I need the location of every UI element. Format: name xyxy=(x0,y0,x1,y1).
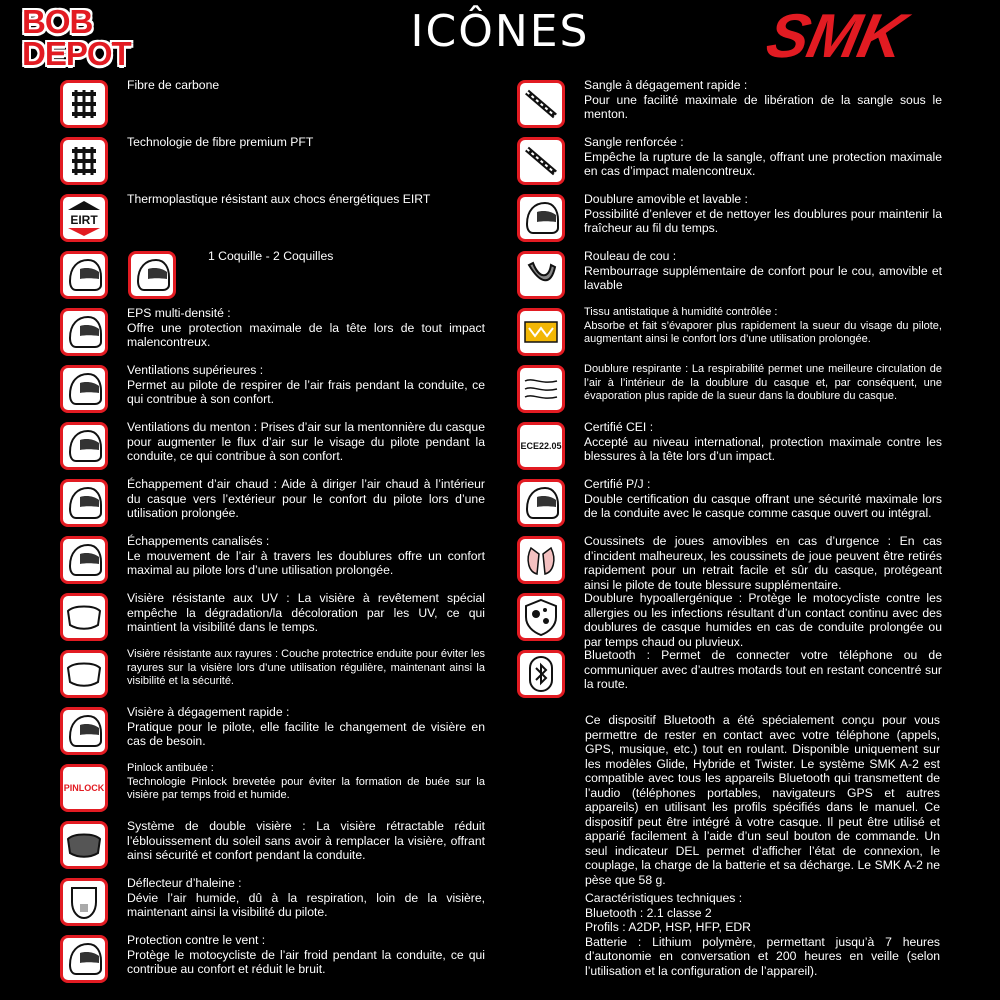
bluetooth-description: Ce dispositif Bluetooth a été spécialement conçu pour vous permettre de rester en contact avec votre téléphone (appels, GPS, musique, etc.) tout en roulant. Disponible uniquement sur les modèles Glide, Hybride et Twister. Le système SMK A-2 est compatible avec tous les appareils Bluetooth qui transmettent de l’audio (téléphones portables, navigateurs GPS et autres appareils) en utilisant les profils spécifiés dans le manuel. Ce dispositif peut être intégré à votre casque. Il peut être utilisé et apparié facilement à l’aide d’un seul bouton de commande. Un seul indicateur DEL permet d’afficher l’état de connexion, le couplage, la charge de la batterie et sa décharge. Le SMK A-2 ne pèse que 58 g. xyxy=(585,713,940,887)
cheek-pads-icon xyxy=(517,536,565,584)
item-description xyxy=(127,933,485,977)
icon-item xyxy=(60,247,485,304)
item-title: Déflecteur d’haleine : xyxy=(127,876,242,890)
item-title: Pinlock antibuée : xyxy=(127,762,214,774)
icon-item xyxy=(60,361,485,418)
right-icon-column xyxy=(517,76,942,703)
hot-air-exhaust-icon xyxy=(60,479,108,527)
item-description xyxy=(584,192,942,236)
icon-item xyxy=(517,418,942,475)
item-description xyxy=(584,306,942,347)
channeled-exhaust-icon xyxy=(60,536,108,584)
icon-item xyxy=(60,304,485,361)
item-body: Visière résistante aux rayures : Couche protectrice enduite pour éviter les rayures sur la visière lors d’une utilisation régulière, maintenant ainsi la visibilité et la sécurité. xyxy=(127,648,485,687)
item-title: Fibre de carbone xyxy=(127,78,220,92)
item-body: Visière résistante aux UV : La visière à revêtement spécial empêche la dégradation/la décoloration par les UV, ce qui maintient la visibilité dans le temps. xyxy=(127,591,485,634)
icon-item xyxy=(60,817,485,874)
breathable-liner-icon xyxy=(517,365,565,413)
icon-item xyxy=(517,304,942,361)
item-description xyxy=(584,534,942,592)
reinforced-strap-icon xyxy=(517,137,565,185)
item-title: 1 Coquille - 2 Coquilles xyxy=(208,249,334,263)
item-title: Ventilations supérieures : xyxy=(127,363,264,377)
icon-item xyxy=(60,190,485,247)
pinlock-icon xyxy=(60,764,108,812)
specs-profiles: Profils : A2DP, HSP, HFP, EDR xyxy=(585,920,751,934)
pft-fibre-icon xyxy=(60,137,108,185)
item-description xyxy=(127,819,485,863)
item-description xyxy=(127,591,485,635)
item-description xyxy=(584,363,942,404)
left-icon-column xyxy=(60,76,485,988)
item-title: Sangle renforcée : xyxy=(584,135,684,149)
specs-battery: Batterie : Lithium polymère, permettant jusqu’à 7 heures d’autonomie en conversation et 200 heures en veille (selon l’utilisation et la configuration de l’appareil). xyxy=(585,934,940,978)
icon-item xyxy=(517,589,942,649)
icon-item xyxy=(517,190,942,247)
item-title: Tissu antistatique à humidité contrôlée : xyxy=(584,306,778,318)
hypoallergenic-liner-icon xyxy=(517,593,565,641)
icon-item xyxy=(60,703,485,760)
carbon-fibre-icon xyxy=(60,80,108,128)
item-body: Technologie Pinlock brevetée pour éviter la formation de buée sur la visière par temps froid et humide. xyxy=(127,775,485,801)
item-title: Thermoplastique résistant aux chocs énergétiques EIRT xyxy=(127,192,431,206)
icon-item xyxy=(517,76,942,133)
eps-icon xyxy=(60,308,108,356)
logo-bob-line2: DEPOT xyxy=(22,35,131,72)
smk-logo: SMK xyxy=(760,2,911,71)
scratch-visor-icon xyxy=(60,650,108,698)
top-vent-icon xyxy=(60,365,108,413)
item-body: Permet au pilote de respirer de l’air frais pendant la conduite, ce qui contribue à son confort. xyxy=(127,377,485,406)
icon-item xyxy=(517,646,942,703)
pj-certified-icon xyxy=(517,479,565,527)
item-description xyxy=(127,534,485,578)
item-description xyxy=(584,135,942,179)
item-description xyxy=(584,477,942,521)
antistatic-fabric-icon xyxy=(517,308,565,356)
icon-item xyxy=(517,133,942,190)
chin-vent-icon xyxy=(60,422,108,470)
item-body: Possibilité d’enlever et de nettoyer les doublures pour maintenir la fraîcheur au fil du temps. xyxy=(584,206,942,235)
eirt-icon xyxy=(60,194,108,242)
quick-release-visor-icon xyxy=(60,707,108,755)
item-description xyxy=(584,591,942,649)
item-body: Ventilations du menton : Prises d’air sur la mentonnière du casque pour augmenter le flux d’air sur le visage du pilote pendant la conduite, ce qui contribue à son confort. xyxy=(127,420,485,463)
item-body: Protège le motocycliste de l’air froid pendant la conduite, ce qui contribue au confort et réduit le bruit. xyxy=(127,947,485,976)
icon-item xyxy=(517,247,942,304)
item-description xyxy=(584,420,942,464)
item-description xyxy=(127,876,485,920)
page-title: ICÔNES xyxy=(410,6,590,57)
item-title: Rouleau de cou : xyxy=(584,249,677,263)
item-description xyxy=(127,420,485,464)
item-title: EPS multi-densité : xyxy=(127,306,231,320)
icon-item xyxy=(60,532,485,589)
item-title: Doublure amovible et lavable : xyxy=(584,192,748,206)
item-body: Absorbe et fait s’évaporer plus rapidement la sueur du visage du pilote, augmentant ainsi le confort lors d’une utilisation prolongée. xyxy=(584,319,942,345)
item-body: Accepté au niveau international, protection maximale contre les blessures à la tête lors d’un impact. xyxy=(584,434,942,463)
item-description xyxy=(584,648,942,692)
item-description xyxy=(127,192,485,207)
icon-item xyxy=(517,475,942,532)
wind-protection-icon xyxy=(60,935,108,983)
item-body: Système de double visière : La visière rétractable réduit l’éblouissement du soleil sans avoir à remplacer la visière, offrant ainsi sécurité et confort pendant la conduite. xyxy=(127,819,485,862)
item-body: Dévie l’air humide, dû à la respiration, loin de la visière, maintenant ainsi la visibilité du pilote. xyxy=(127,890,485,919)
item-description xyxy=(127,306,485,350)
neck-roll-icon xyxy=(517,251,565,299)
item-body: Empêche la rupture de la sangle, offrant une protection maximale en cas d’impact malencontreux. xyxy=(584,149,942,178)
icon-item xyxy=(517,361,942,418)
uv-visor-icon xyxy=(60,593,108,641)
item-body: Pour une facilité maximale de libération de la sangle sous le menton. xyxy=(584,92,942,121)
icon-item xyxy=(60,760,485,817)
icon-item xyxy=(60,931,485,988)
icon-item xyxy=(60,418,485,475)
item-title: Sangle à dégagement rapide : xyxy=(584,78,748,92)
item-title: Visière à dégagement rapide : xyxy=(127,705,290,719)
item-description xyxy=(584,249,942,293)
item-title: Technologie de fibre premium PFT xyxy=(127,135,314,149)
item-body: Offre une protection maximale de la tête lors de tout impact malencontreux. xyxy=(127,320,485,349)
item-description xyxy=(127,363,485,407)
item-description xyxy=(584,78,942,122)
specs-title: Caractéristiques techniques : xyxy=(585,891,743,905)
item-description xyxy=(127,78,485,93)
icon-item xyxy=(60,646,485,703)
removable-liner-icon xyxy=(517,194,565,242)
item-description xyxy=(127,477,485,521)
item-body: Rembourrage supplémentaire de confort pour le cou, amovible et lavable xyxy=(584,263,942,292)
technical-specs xyxy=(585,891,940,978)
breath-deflector-icon xyxy=(60,878,108,926)
ece-certified-icon-label: ECE22.05 xyxy=(520,441,562,451)
icon-item xyxy=(60,76,485,133)
item-body: Bluetooth : Permet de connecter votre téléphone ou de communiquer avec d’autres motards tout en restant concentré sur la route. xyxy=(584,648,942,691)
item-body: Doublure hypoallergénique : Protège le motocycliste contre les allergies ou les infections résultant d’un contact continu avec des doublures de casque humides en cas de conduite prolongée ou par temps chaud ou pluvieux. xyxy=(584,591,942,649)
pinlock-icon-label: PINLOCK xyxy=(63,783,105,793)
icon-item xyxy=(60,475,485,532)
quick-release-strap-icon xyxy=(517,80,565,128)
bluetooth-icon xyxy=(517,650,565,698)
svg-text:EIRT: EIRT xyxy=(70,213,98,227)
item-body: Le mouvement de l’air à travers les doublures offre un confort maximal au pilote lors d’une utilisation prolongée. xyxy=(127,548,485,577)
item-body: Coussinets de joues amovibles en cas d’urgence : En cas d’incident malheureux, les coussinets de joue peuvent être retirés rapidement pour un retrait facile et sûr du casque, protégeant ainsi le pilote de toute blessure supplémentaire. xyxy=(584,534,942,592)
item-title: Protection contre le vent : xyxy=(127,933,266,947)
item-title: Certifié CEI : xyxy=(584,420,654,434)
icon-item xyxy=(60,874,485,931)
two-shell-icon xyxy=(128,251,176,299)
item-title: Certifié P/J : xyxy=(584,477,651,491)
item-description xyxy=(127,648,485,689)
double-visor-icon xyxy=(60,821,108,869)
shell-icon xyxy=(60,251,108,299)
item-body: Double certification du casque offrant une sécurité maximale lors de la conduite avec le casque comme casque ouvert ou intégral. xyxy=(584,491,942,520)
item-body: Pratique pour le pilote, elle facilite le changement de visière en cas de besoin. xyxy=(127,719,485,748)
ece-certified-icon xyxy=(517,422,565,470)
item-description xyxy=(127,705,485,749)
logo-bob-line1: BOB xyxy=(22,3,93,40)
item-title: Échappements canalisés : xyxy=(127,534,270,548)
specs-bluetooth: Bluetooth : 2.1 classe 2 xyxy=(585,905,712,920)
item-description xyxy=(127,762,485,803)
item-description xyxy=(127,135,485,150)
icon-item xyxy=(60,589,485,646)
icon-item xyxy=(517,532,942,592)
item-body: Échappement d’air chaud : Aide à diriger l’air chaud à l’intérieur du casque vers l’extérieur pour le confort du pilote lors d’une utilisation prolongée. xyxy=(127,477,485,520)
item-body: Doublure respirante : La respirabilité permet une meilleure circulation de l’air à l’intérieur de la doublure du casque et, par conséquent, une évaporation plus rapide de la sueur dans la doublure du casque. xyxy=(584,363,942,402)
icon-item xyxy=(60,133,485,190)
